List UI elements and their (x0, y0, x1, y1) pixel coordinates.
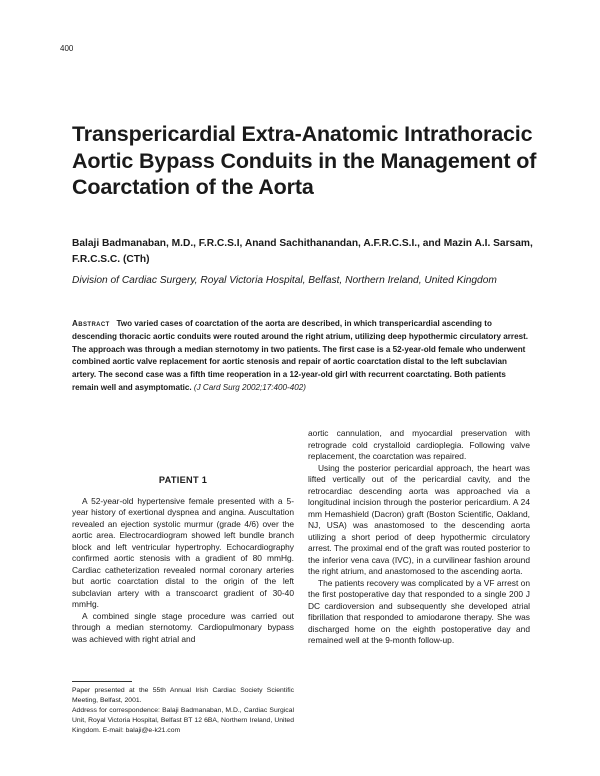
left-column (72, 475, 294, 645)
paragraph: A 52-year-old hypertensive female presented with a 5-year history of exertional dyspnea and angina. Auscultation revealed an ejection systolic murmur (grade 4/6) over the aortic area. Electrocardiogram showed left bundle branch block and left ventricular hypertrophy. Echocardiography confirmed aortic stenosis with a gradient of 80 mmHg. Cardiac catheterization revealed normal coronary arteries but aortic coarctation distal to the origin of the left subclavian artery with a transcoarct gradient of 30-40 mmHg. (72, 495, 294, 609)
paragraph: aortic cannulation, and myocardial preservation with retrograde cold crystalloid cardioplegia. Following valve replacement, the coarctation was repaired. (308, 428, 530, 461)
paragraph: Using the posterior pericardial approach, the heart was lifted vertically out of the pericardial cavity, and the retrocardiac descending aorta was approached via a longitudinal incision through the posterior pericardium. A 24 mm Hemashield (Dacron) graft (Boston Scientific, Oakland, NJ, USA) was anastomosed to the descending aorta utilizing a short period of deep hypothermic circulatory arrest. The proximal end of the graft was routed posterior to the inferior vena cava (IVC), in a curvilinear fashion around the right atrium, and anastomosed to the ascending aorta. (308, 462, 530, 576)
paragraph: The patients recovery was complicated by a VF arrest on the first postoperative day that responded to a single 200 J DC cardioversion and subsequently she developed atrial fibrillation that responded to amiodarone therapy. She was discharged home on the eighth postoperative day and remained well at the 9-month follow-up. (308, 577, 530, 645)
footnote-presentation: Paper presented at the 55th Annual Irish Cardiac Society Scientific Meeting, Belfast, 2001. (72, 687, 294, 704)
abstract (72, 318, 530, 395)
section-heading: PATIENT 1 (158, 475, 208, 485)
right-column (308, 428, 530, 647)
article-title: Transpericardial Extra-Anatomic Intrathoracic Aortic Bypass Conduits in the Management of Coarctation of the Aorta (72, 122, 537, 199)
paragraph: A combined single stage procedure was carried out through a median sternotomy. Cardiopulmonary bypass was achieved with right atrial and (72, 610, 294, 644)
journal-citation: (J Card Surg 2002;17:400-402) (193, 382, 306, 392)
affiliation: Division of Cardiac Surgery, Royal Victoria Hospital, Belfast, Northern Ireland, United Kingdom (72, 275, 497, 286)
footnote-divider (72, 681, 132, 682)
page-number: 400 (60, 44, 74, 53)
author-list: Balaji Badmanaban, M.D., F.R.C.S.I, Anand Sachithanandan, A.F.R.C.S.I., and Mazin A.I. Sarsam, F.R.C.S.C. (CTh) (72, 238, 533, 265)
abstract-text: Two varied cases of coarctation of the aorta are described, in which transpericardial ascending to descending thoracic aortic conduits were routed around the right atrium, utilizing deep hypothermic circulatory arrest. The approach was through a median sternotomy in two patients. The first case is a 52-year-old female who underwent combined aortic valve replacement for aortic stenosis and repair of aortic coarctation distal to the left subclavian artery. The second case was a fifth time reoperation in a 12-year-old girl with recurrent coarctating. Both patients remain well and asymptomatic. (72, 319, 529, 392)
abstract-label: Abstract (72, 319, 110, 328)
footnotes (72, 686, 294, 736)
footnote-correspondence: Address for correspondence: Balaji Badmanaban, M.D., Cardiac Surgical Unit, Royal Victoria Hospital, Belfast BT 12 6BA, Northern Ireland, United Kingdom. E-mail: balaji@e-k21.com (72, 707, 294, 734)
